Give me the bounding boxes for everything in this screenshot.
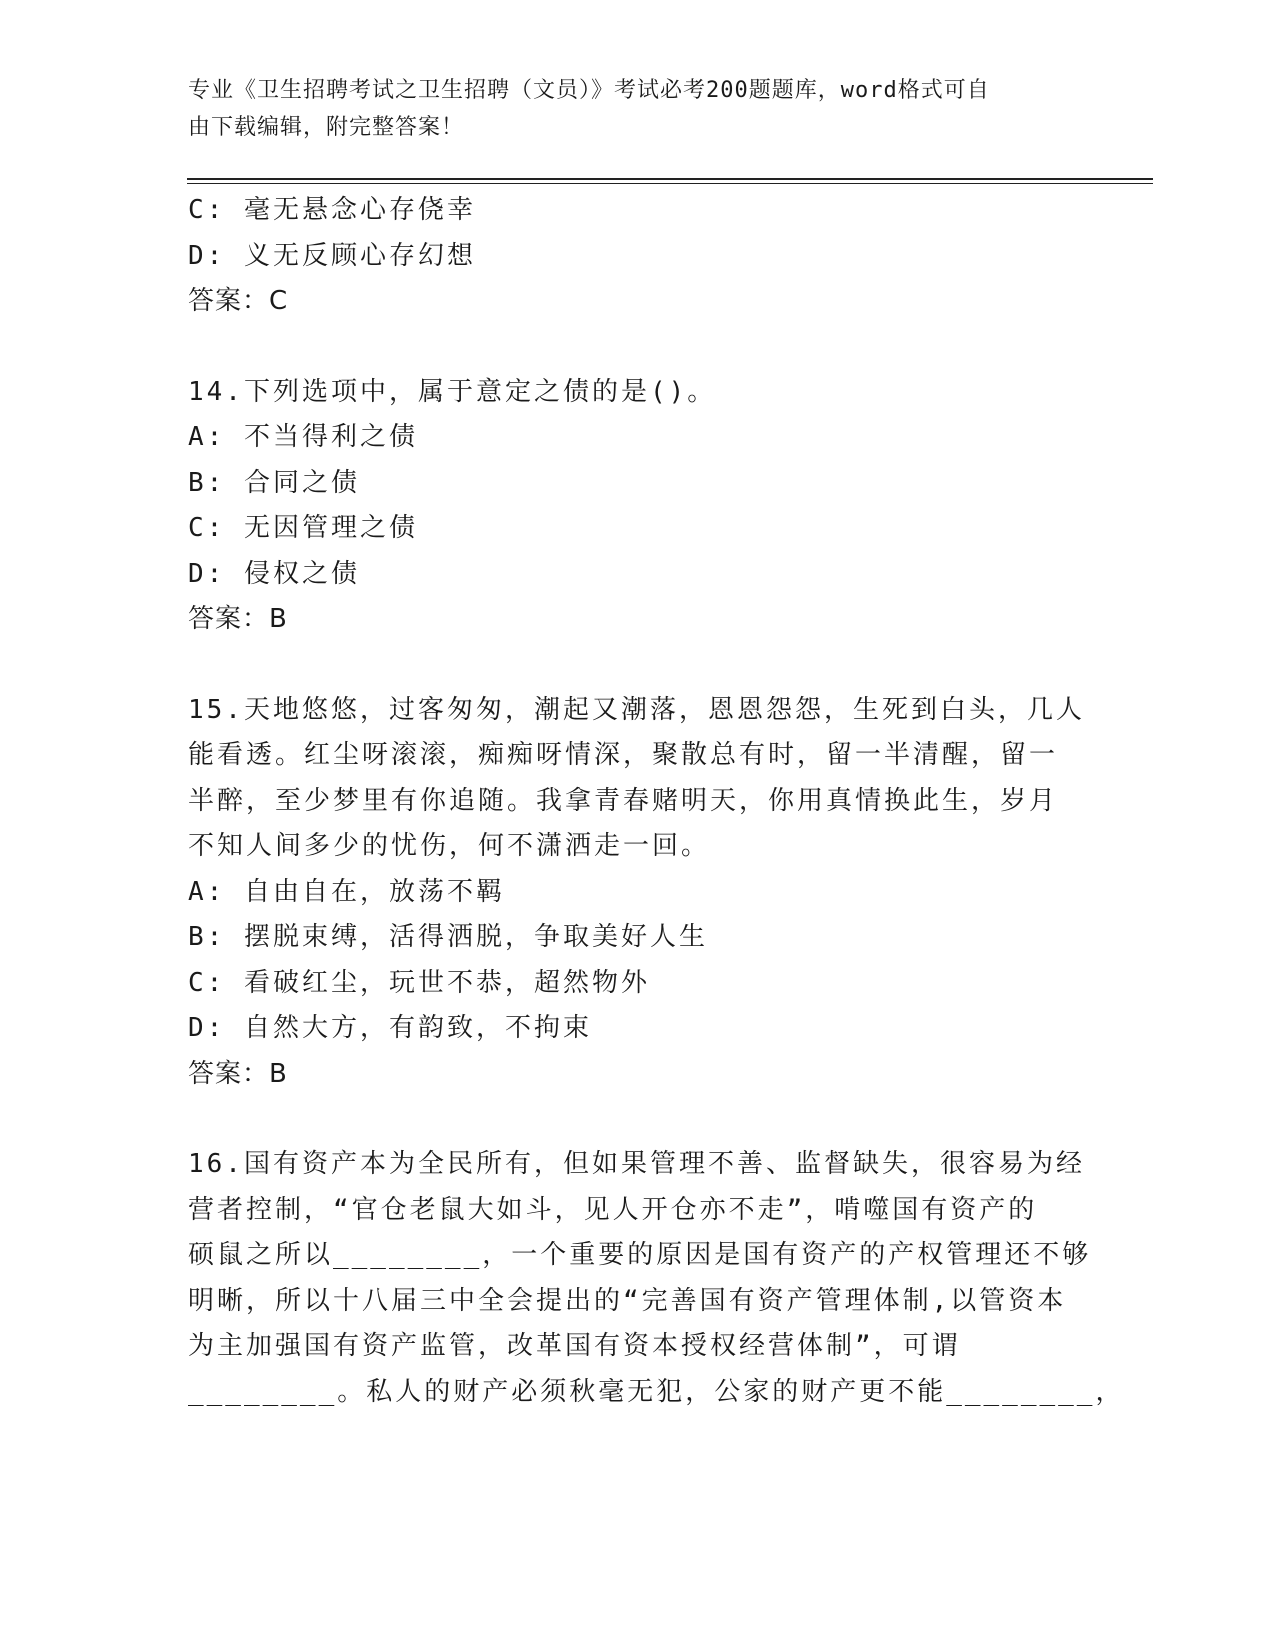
document-header	[188, 72, 1068, 146]
option-c: C: 无因管理之债	[188, 513, 418, 543]
question-stem-line: 15.天地悠悠，过客匆匆，潮起又潮落，恩恩怨怨，生死到白头，几人	[188, 694, 1085, 725]
header-divider-thick	[187, 178, 1153, 180]
question-13-tail	[188, 188, 1088, 325]
question-stem-line: 明晰，所以十八届三中全会提出的“完善国有资产管理体制,以管资本	[188, 1285, 1067, 1316]
option-d: D: 义无反顾心存幻想	[188, 240, 476, 271]
option-b: B: 摆脱束缚，活得洒脱，争取美好人生	[188, 922, 708, 952]
answer: 答案：B	[188, 604, 288, 634]
question-stem-line: 半醉，至少梦里有你追随。我拿青春赌明天，你用真情换此生，岁月	[188, 785, 1059, 816]
question-stem: 14.下列选项中，属于意定之债的是()。	[188, 376, 717, 407]
option-a: A: 自由自在，放荡不羁	[188, 876, 505, 907]
question-stem-line: 不知人间多少的忧伤，何不潇洒走一回。	[188, 831, 711, 861]
option-c: C: 看破红尘，玩世不恭，超然物外	[188, 967, 650, 998]
option-a: A: 不当得利之债	[188, 422, 418, 452]
spacer	[188, 1097, 1088, 1142]
question-stem-line: 能看透。红尘呀滚滚，痴痴呀情深，聚散总有时，留一半清醒，留一	[188, 740, 1059, 770]
option-b: B: 合同之债	[188, 467, 360, 498]
question-stem-line: 为主加强国有资产监管，改革国有资本授权经营体制”，可谓	[188, 1331, 961, 1361]
option-c: C: 毫无悬念心存侥幸	[188, 195, 476, 225]
question-stem-line: 硕鼠之所以________，一个重要的原因是国有资产的产权管理还不够	[188, 1240, 1092, 1270]
question-stem-line: 营者控制，“官仓老鼠大如斗，见人开仓亦不走”，啃噬国有资产的	[188, 1194, 1038, 1225]
option-d: D: 侵权之债	[188, 558, 360, 589]
question-content	[188, 188, 1125, 1415]
answer: 答案：C	[188, 286, 289, 316]
header-title-line-1: 专业《卫生招聘考试之卫生招聘（文员）》考试必考200题题库，word格式可自	[188, 78, 990, 103]
question-stem-line: 16.国有资产本为全民所有，但如果管理不善、监督缺失，很容易为经	[188, 1149, 1085, 1179]
question-16	[188, 1142, 1125, 1415]
spacer	[188, 325, 1088, 370]
answer: 答案：B	[188, 1058, 288, 1089]
question-14	[188, 370, 1088, 643]
question-15	[188, 688, 1088, 1098]
header-divider-thin	[187, 183, 1153, 184]
question-stem-line: ________。私人的财产必须秋毫无犯，公家的财产更不能________，	[188, 1376, 1125, 1407]
header-title-line-2: 由下载编辑，附完整答案！	[188, 115, 465, 140]
spacer	[188, 643, 1088, 688]
option-d: D: 自然大方，有韵致，不拘束	[188, 1013, 592, 1043]
